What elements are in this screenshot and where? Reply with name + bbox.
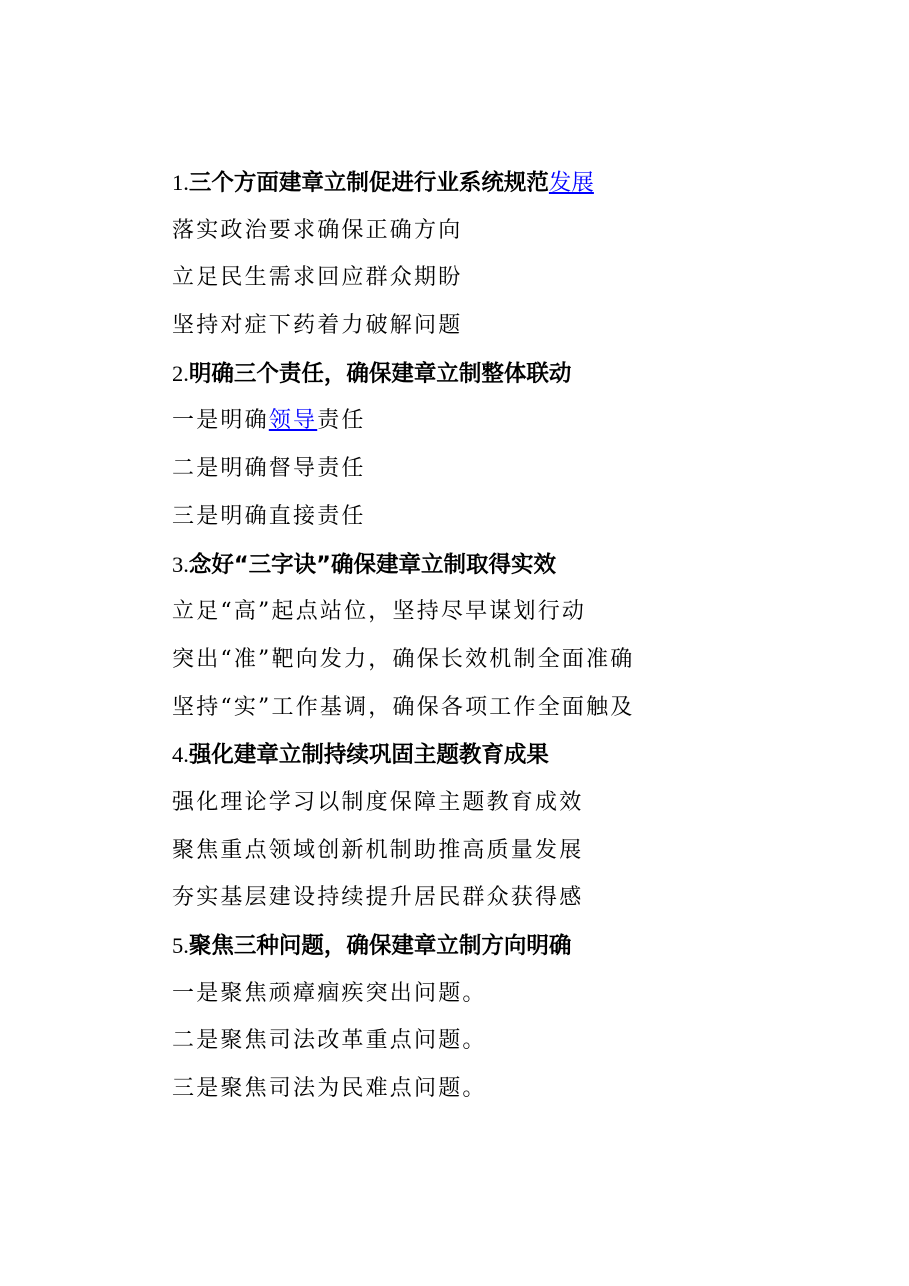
fazhan-link[interactable]: 发展 <box>548 170 594 196</box>
section-2-title: 明确三个责任，确保建章立制整体联动 <box>188 360 572 387</box>
section-1-item-2: 立足民生需求回应群众期盼 <box>172 265 463 291</box>
section-5-number: 5. <box>172 933 189 958</box>
section-3-title: 念好“三字诀”确保建章立制取得实效 <box>188 551 556 578</box>
section-3-heading <box>172 546 872 594</box>
section-4-number: 4. <box>172 742 189 768</box>
section-3-item-3: 坚持“实”工作基调，确保各项工作全面触及 <box>172 694 635 720</box>
section-2-heading <box>172 355 872 403</box>
section-2-item-1 <box>172 402 872 450</box>
section-2-item-1-suffix: 责任 <box>317 408 366 434</box>
section-1-heading <box>172 164 872 212</box>
section-2-item-1-prefix: 一是明确 <box>172 408 269 434</box>
section-4-item-1: 强化理论学习以制度保障主题教育成效 <box>172 789 584 815</box>
document-body <box>172 164 872 1118</box>
section-2-item-2: 二是明确督导责任 <box>172 456 366 482</box>
section-1-item-1: 落实政治要求确保正确方向 <box>172 217 463 243</box>
section-4-heading <box>172 736 872 784</box>
section-2-number: 2. <box>172 360 189 386</box>
section-3-number: 3. <box>172 551 189 577</box>
section-2-item-3: 三是明确直接责任 <box>172 503 366 529</box>
section-4-title: 强化建章立制持续巩固主题教育成果 <box>188 742 549 769</box>
section-3-item-2: 突出“准”靶向发力，确保长效机制全面准确 <box>172 646 635 672</box>
section-4-item-2: 聚焦重点领域创新机制助推高质量发展 <box>172 837 584 863</box>
section-5-item-3: 三是聚焦司法为民难点问题。 <box>172 1076 487 1102</box>
lingdao-link[interactable]: 领导 <box>268 408 318 434</box>
section-5-item-1: 一是聚焦顽瘴痼疾突出问题。 <box>172 980 487 1006</box>
section-1-title: 三个方面建章立制促进行业系统规范 <box>188 170 549 196</box>
section-5-item-2: 二是聚焦司法改革重点问题。 <box>172 1028 487 1054</box>
section-3-item-1: 立足“高”起点站位，坚持尽早谋划行动 <box>172 599 587 625</box>
section-4-item-3: 夯实基层建设持续提升居民群众获得感 <box>172 885 584 911</box>
section-1-number: 1. <box>172 170 189 195</box>
section-5-title: 聚焦三种问题，确保建章立制方向明确 <box>188 933 572 959</box>
section-5-heading <box>172 927 872 975</box>
section-1-item-3: 坚持对症下药着力破解问题 <box>172 313 463 339</box>
